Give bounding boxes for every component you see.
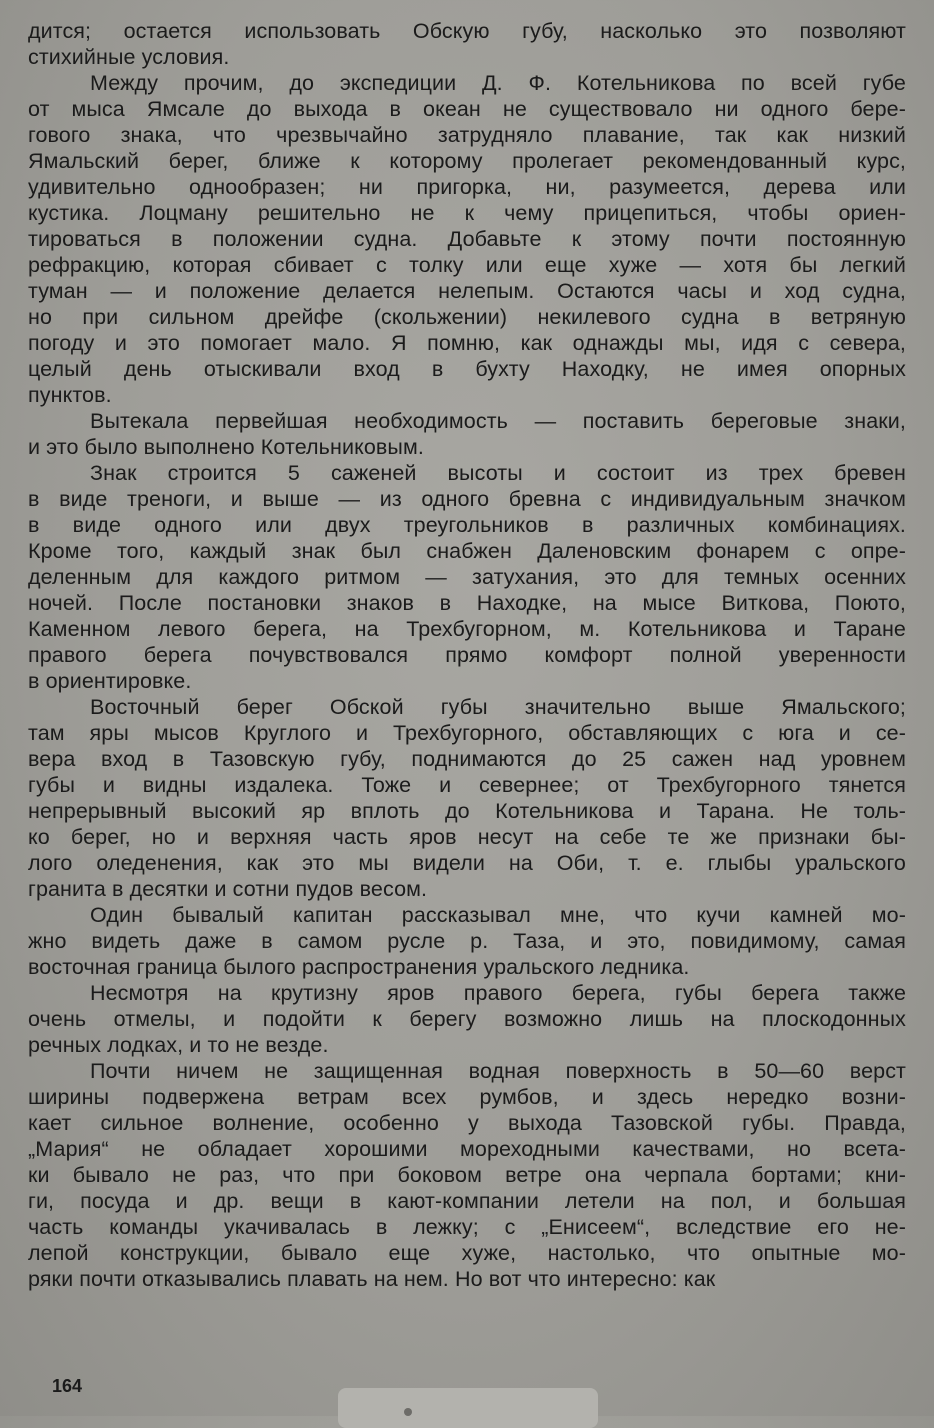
text-line: пунктов. <box>28 383 112 407</box>
paragraph <box>28 408 906 460</box>
paragraph <box>28 694 906 902</box>
text-line: губы и видны издалека. Тоже и севернее; от Трехбугорного тянется <box>28 773 906 797</box>
paragraph <box>28 902 906 980</box>
text-line: правого берега почувствовался прямо комфорт полной уверенности <box>28 643 906 667</box>
text-line: погоду и это помогает мало. Я помню, как однажды мы, идя с севера, <box>28 331 906 355</box>
text-line: стихийные условия. <box>28 45 230 69</box>
text-line: Каменном левого берега, на Трехбугорном, м. Котельникова и Таране <box>28 617 906 641</box>
text-line: Один бывалый капитан рассказывал мне, что кучи камней мо- <box>90 903 906 927</box>
text-line: гового знака, что чрезвычайно затрудняло плавание, так как низкий <box>28 123 906 147</box>
text-line: Почти ничем не защищенная водная поверхность в 50—60 верст <box>90 1059 906 1083</box>
paragraph <box>28 460 906 694</box>
text-line: жно видеть даже в самом русле р. Таза, и это, повидимому, самая <box>28 929 906 953</box>
text-line: „Мария“ не обладает хорошими мореходными качествами, но всета- <box>28 1137 906 1161</box>
text-line: речных лодках, и то не везде. <box>28 1033 329 1057</box>
text-line: вера вход в Тазовскую губу, поднимаются до 25 сажен над уровнем <box>28 747 906 771</box>
text-line: Ямальский берег, ближе к которому пролегает рекомендованный курс, <box>28 149 906 173</box>
text-line: в ориентировке. <box>28 669 192 693</box>
text-line: ряки почти отказывались плавать на нем. Но вот что интересно: как <box>28 1267 716 1291</box>
text-line: Восточный берег Обской губы значительно выше Ямальского; <box>90 695 906 719</box>
text-line: кустика. Лоцману решительно не к чему прицепиться, чтобы ориен- <box>28 201 906 225</box>
text-line: в виде треноги, и выше — из одного бревна с индивидуальным значком <box>28 487 906 511</box>
text-line: непрерывный высокий яр вплоть до Котельникова и Тарана. Не толь- <box>28 799 906 823</box>
text-line: ширины подвержена ветрам всех румбов, и здесь нередко возни- <box>28 1085 906 1109</box>
text-line: гранита в десятки и сотни пудов весом. <box>28 877 428 901</box>
bottom-tab-dot-icon <box>404 1408 412 1416</box>
text-line: Несмотря на крутизну яров правого берега, губы берега также <box>90 981 906 1005</box>
text-line: в виде одного или двух треугольников в различных комбинациях. <box>28 513 906 537</box>
paragraph <box>28 1058 906 1292</box>
text-line: Знак строится 5 саженей высоты и состоит из трех бревен <box>90 461 906 485</box>
page-number: 164 <box>52 1376 83 1396</box>
text-line: туман — и положение делается нелепым. Остаются часы и ход судна, <box>28 279 906 303</box>
text-line: кает сильное волнение, особенно у выхода Тазовской губы. Правда, <box>28 1111 906 1135</box>
text-line: от мыса Ямсале до выхода в океан не существовало ни одного бере- <box>28 97 906 121</box>
text-line: там яры мысов Круглого и Трехбугорного, обставляющих с юга и се- <box>28 721 906 745</box>
text-line: тироваться в положении судна. Добавьте к этому почти постоянную <box>28 227 906 251</box>
text-line: восточная граница былого распространения уральского ледника. <box>28 955 690 979</box>
text-line: удивительно однообразен; ни пригорка, ни, разумеется, дерева или <box>28 175 906 199</box>
paragraph <box>28 980 906 1058</box>
bottom-tab <box>338 1388 598 1428</box>
text-line: лого оледенения, как это мы видели на Оби, т. е. глыбы уральского <box>28 851 906 875</box>
paragraph <box>28 18 906 70</box>
text-line: ночей. После постановки знаков в Находке, на мысе Виткова, Поюто, <box>28 591 906 615</box>
text-line: и это было выполнено Котельниковым. <box>28 435 424 459</box>
text-line: Между прочим, до экспедиции Д. Ф. Котельникова по всей губе <box>90 71 906 95</box>
text-line: целый день отыскивали вход в бухту Находку, не имея опорных <box>28 357 906 381</box>
text-line: рефракцию, которая сбивает с толку или еще хуже — хотя бы легкий <box>28 253 906 277</box>
text-line: лепой конструкции, бывало еще хуже, настолько, что опытные мо- <box>28 1241 906 1265</box>
text-line: Вытекала первейшая необходимость — поставить береговые знаки, <box>90 409 906 433</box>
paragraph <box>28 70 906 408</box>
text-line: ки бывало не раз, что при боковом ветре она черпала бортами; кни- <box>28 1163 906 1187</box>
text-line: ги, посуда и др. вещи в кают-компании летели на пол, и большая <box>28 1189 906 1213</box>
page-text <box>28 18 906 1292</box>
text-line: дится; остается использовать Обскую губу, насколько это позволяют <box>28 19 906 43</box>
text-line: но при сильном дрейфе (скольжении) некилевого судна в ветряную <box>28 305 906 329</box>
text-line: ко берег, но и верхняя часть яров несут на себе те же признаки бы- <box>28 825 906 849</box>
text-line: Кроме того, каждый знак был снабжен Даленовским фонарем с опре- <box>28 539 906 563</box>
text-line: часть команды укачивалась в лежку; с „Енисеем“, вследствие его не- <box>28 1215 906 1239</box>
text-line: деленным для каждого ритмом — затухания, это для темных осенних <box>28 565 906 589</box>
text-line: очень отмелы, и подойти к берегу возможно лишь на плоскодонных <box>28 1007 906 1031</box>
